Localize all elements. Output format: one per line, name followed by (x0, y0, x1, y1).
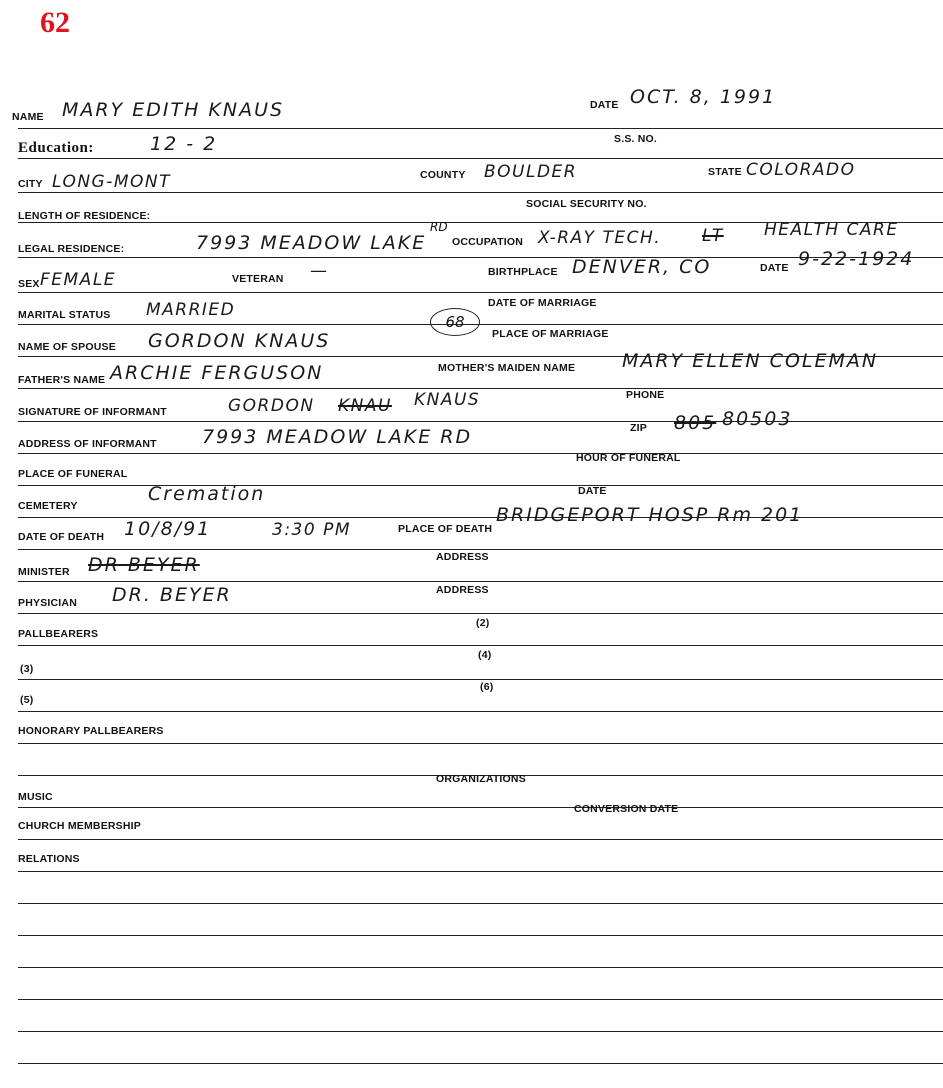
cemetery-label: CEMETERY (18, 500, 78, 512)
signature-label: SIGNATURE OF INFORMANT (18, 406, 167, 418)
physician-label: PHYSICIAN (18, 597, 77, 609)
form-rule (18, 807, 943, 808)
zip-label: ZIP (630, 422, 647, 434)
date-value[interactable]: OCT. 8, 1991 (630, 86, 777, 108)
cemetery-date-label: DATE (578, 485, 607, 497)
occupation-extra[interactable]: HEALTH CARE (764, 220, 899, 240)
sex-value[interactable]: FEMALE (40, 270, 117, 290)
pallbearers-label: PALLBEARERS (18, 628, 99, 640)
place-of-death-label: PLACE OF DEATH (398, 523, 493, 535)
occupation-value[interactable]: X-RAY TECH. (538, 228, 662, 248)
legal-residence-value[interactable]: 7993 MEADOW LAKE (196, 232, 427, 254)
signature-first[interactable]: GORDON (228, 396, 315, 416)
form-rule (18, 421, 943, 422)
form-rule (18, 613, 943, 614)
name-value[interactable]: MARY EDITH KNAUS (62, 99, 285, 121)
pallbearer-5-label: (5) (20, 694, 34, 706)
church-membership-label: CHURCH MEMBERSHIP (18, 820, 141, 832)
form-rule (18, 839, 943, 840)
form-rule (18, 158, 943, 159)
spouse-value[interactable]: GORDON KNAUS (148, 330, 331, 352)
birthplace-value[interactable]: DENVER, CO (572, 256, 712, 278)
form-rule (18, 1031, 943, 1032)
phone-label: PHONE (626, 389, 665, 401)
date-label: DATE (590, 99, 619, 111)
form-rule (18, 903, 943, 904)
name-label: NAME (12, 111, 44, 123)
cemetery-value[interactable]: Cremation (148, 483, 266, 505)
length-of-residence-label: LENGTH OF RESIDENCE: (18, 210, 151, 222)
legal-residence-suffix: RD (430, 220, 448, 234)
zip-struck: 805 (674, 412, 717, 434)
form-rule (18, 581, 943, 582)
mothers-maiden-name-value[interactable]: MARY ELLEN COLEMAN (622, 350, 879, 372)
signature-last[interactable]: KNAUS (414, 390, 481, 410)
place-of-funeral-label: PLACE OF FUNERAL (18, 468, 128, 480)
birth-date-value[interactable]: 9-22-1924 (798, 248, 915, 270)
form-rule (18, 871, 943, 872)
minister-value[interactable]: DR BEYER (88, 554, 200, 576)
state-value[interactable]: COLORADO (746, 160, 856, 180)
physician-address-label: ADDRESS (436, 584, 489, 596)
zip-value[interactable]: 80503 (722, 408, 793, 430)
date-of-marriage-label: DATE OF MARRIAGE (488, 297, 597, 309)
legal-residence-label: LEGAL RESIDENCE: (18, 243, 125, 255)
form-rule (18, 935, 943, 936)
veteran-label: VETERAN (232, 273, 284, 285)
county-value[interactable]: BOULDER (484, 162, 578, 182)
time-of-death-value[interactable]: 3:30 PM (272, 520, 351, 540)
marital-status-value[interactable]: MARRIED (146, 300, 236, 320)
form-rule (18, 743, 943, 744)
city-label: CITY (18, 178, 43, 190)
pallbearer-3-label: (3) (20, 663, 34, 675)
date-of-death-value[interactable]: 10/8/91 (124, 518, 212, 540)
honorary-pallbearers-label: HONORARY PALLBEARERS (18, 725, 164, 737)
pallbearer-2-label: (2) (476, 617, 490, 629)
veteran-value[interactable]: — (310, 261, 329, 281)
place-of-marriage-label: PLACE OF MARRIAGE (492, 328, 609, 340)
form-rule (18, 645, 943, 646)
fathers-name-value[interactable]: ARCHIE FERGUSON (110, 362, 324, 384)
city-value[interactable]: LONG-MONT (52, 172, 172, 192)
sex-label: SEX (18, 278, 40, 290)
form-rule (18, 999, 943, 1000)
birth-date-label: DATE (760, 262, 789, 274)
birthplace-label: BIRTHPLACE (488, 266, 558, 278)
pallbearer-6-label: (6) (480, 681, 494, 693)
occupation-struck: LT (702, 226, 724, 246)
spouse-label: NAME OF SPOUSE (18, 341, 116, 353)
form-rule (18, 453, 943, 454)
form-rule (18, 324, 943, 325)
occupation-label: OCCUPATION (452, 236, 524, 248)
form-rule (18, 292, 943, 293)
social-security-label: SOCIAL SECURITY NO. (526, 198, 647, 210)
ss-no-label: S.S. NO. (614, 133, 658, 145)
address-of-informant-value[interactable]: 7993 MEADOW LAKE RD (202, 426, 473, 448)
fathers-name-label: FATHER'S NAME (18, 374, 106, 386)
page-number: 62 (40, 6, 70, 39)
conversion-date-label: CONVERSION DATE (574, 803, 679, 815)
form-rule (18, 679, 943, 680)
form-rule (18, 967, 943, 968)
date-of-death-label: DATE OF DEATH (18, 531, 105, 543)
mothers-maiden-name-label: MOTHER'S MAIDEN NAME (438, 362, 576, 374)
form-rule (18, 711, 943, 712)
organizations-label: ORGANIZATIONS (436, 773, 526, 785)
address-of-informant-label: ADDRESS OF INFORMANT (18, 438, 157, 450)
minister-label: MINISTER (18, 566, 70, 578)
form-rule (18, 192, 943, 193)
music-label: MUSIC (18, 791, 53, 803)
marriage-year-circled[interactable]: 68 (430, 308, 480, 336)
state-label: STATE (708, 166, 742, 178)
education-label: Education: (18, 140, 94, 156)
relations-label: RELATIONS (18, 853, 80, 865)
hour-of-funeral-label: HOUR OF FUNERAL (576, 452, 681, 464)
physician-value[interactable]: DR. BEYER (112, 584, 232, 606)
education-value[interactable]: 12 - 2 (150, 133, 218, 155)
place-of-death-value[interactable]: BRIDGEPORT HOSP Rm 201 (496, 504, 804, 526)
form-rule (18, 549, 943, 550)
signature-struck: KNAU (338, 396, 392, 416)
form-rule (18, 128, 943, 129)
minister-address-label: ADDRESS (436, 551, 489, 563)
form-rule (18, 1063, 943, 1064)
pallbearer-4-label: (4) (478, 649, 492, 661)
marital-status-label: MARITAL STATUS (18, 309, 111, 321)
form-rule (18, 388, 943, 389)
county-label: COUNTY (420, 169, 466, 181)
